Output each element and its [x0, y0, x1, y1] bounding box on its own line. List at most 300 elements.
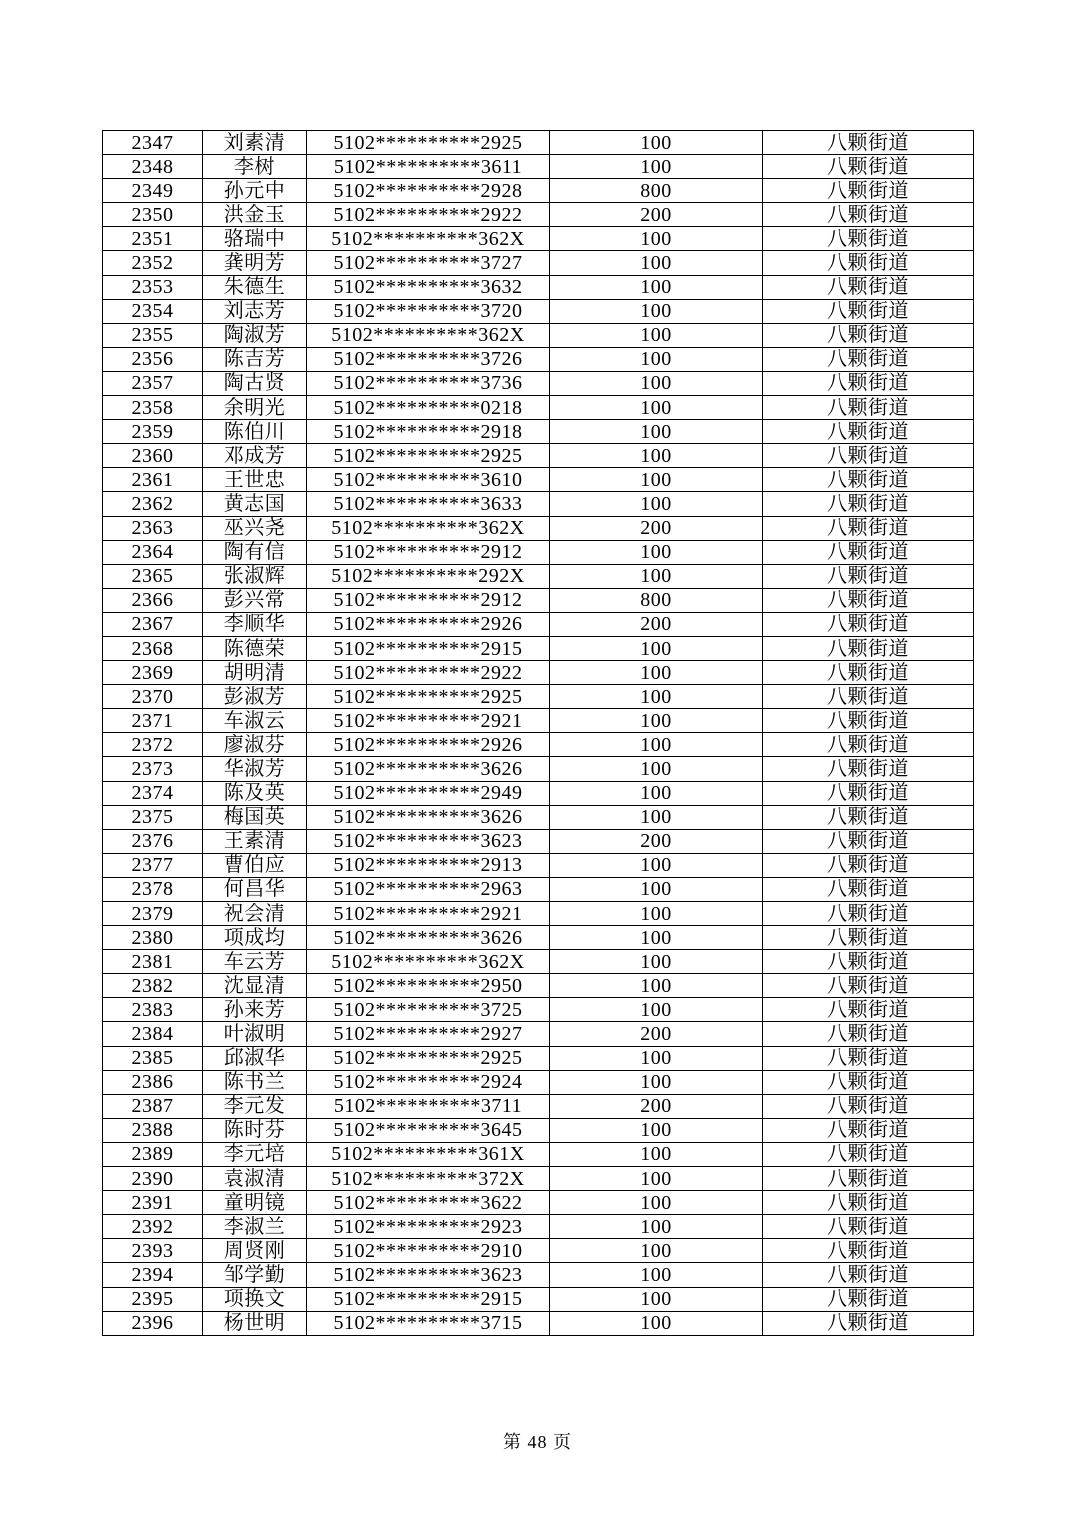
cell-name: 童明镜 [203, 1191, 307, 1215]
cell-amount: 100 [550, 757, 763, 781]
cell-district: 八颗街道 [763, 588, 974, 612]
table-row [103, 1118, 974, 1142]
cell-id-number: 5102**********2949 [307, 781, 550, 805]
cell-id-number: 5102**********3623 [307, 829, 550, 853]
cell-name: 孙元中 [203, 179, 307, 203]
cell-amount: 100 [550, 1191, 763, 1215]
cell-index: 2384 [103, 1022, 203, 1046]
cell-name: 陈伯川 [203, 420, 307, 444]
cell-name: 祝会清 [203, 902, 307, 926]
cell-district: 八颗街道 [763, 1239, 974, 1263]
cell-id-number: 5102**********3720 [307, 299, 550, 323]
cell-name: 车淑云 [203, 709, 307, 733]
cell-amount: 100 [550, 1263, 763, 1287]
cell-district: 八颗街道 [763, 1118, 974, 1142]
cell-amount: 200 [550, 612, 763, 636]
table-row [103, 661, 974, 685]
cell-name: 余明光 [203, 396, 307, 420]
cell-id-number: 5102**********2928 [307, 179, 550, 203]
cell-district: 八颗街道 [763, 1167, 974, 1191]
table-row [103, 227, 974, 251]
cell-index: 2374 [103, 781, 203, 805]
cell-index: 2359 [103, 420, 203, 444]
cell-name: 洪金玉 [203, 203, 307, 227]
table-row [103, 275, 974, 299]
cell-district: 八颗街道 [763, 757, 974, 781]
cell-name: 骆瑞中 [203, 227, 307, 251]
cell-amount: 100 [550, 299, 763, 323]
cell-district: 八颗街道 [763, 853, 974, 877]
cell-id-number: 5102**********2918 [307, 420, 550, 444]
table-row [103, 1167, 974, 1191]
cell-index: 2393 [103, 1239, 203, 1263]
table-row [103, 805, 974, 829]
cell-name: 刘志芳 [203, 299, 307, 323]
cell-index: 2364 [103, 540, 203, 564]
table-row [103, 203, 974, 227]
cell-id-number: 5102**********2923 [307, 1215, 550, 1239]
cell-index: 2367 [103, 612, 203, 636]
cell-amount: 100 [550, 275, 763, 299]
cell-index: 2376 [103, 829, 203, 853]
cell-name: 何昌华 [203, 877, 307, 901]
cell-name: 车云芳 [203, 950, 307, 974]
cell-id-number: 5102**********3727 [307, 251, 550, 275]
table-row [103, 709, 974, 733]
table-row [103, 1239, 974, 1263]
cell-id-number: 5102**********2926 [307, 612, 550, 636]
cell-id-number: 5102**********3623 [307, 1263, 550, 1287]
cell-index: 2347 [103, 131, 203, 155]
cell-index: 2365 [103, 564, 203, 588]
cell-index: 2375 [103, 805, 203, 829]
table-row [103, 155, 974, 179]
table-row [103, 902, 974, 926]
cell-amount: 100 [550, 564, 763, 588]
cell-amount: 200 [550, 1094, 763, 1118]
table-row [103, 853, 974, 877]
table-row [103, 950, 974, 974]
cell-id-number: 5102**********3622 [307, 1191, 550, 1215]
cell-amount: 100 [550, 468, 763, 492]
cell-district: 八颗街道 [763, 950, 974, 974]
cell-name: 邓成芳 [203, 444, 307, 468]
table-row [103, 1094, 974, 1118]
cell-id-number: 5102**********292X [307, 564, 550, 588]
cell-id-number: 5102**********2910 [307, 1239, 550, 1263]
cell-district: 八颗街道 [763, 1046, 974, 1070]
cell-id-number: 5102**********2922 [307, 203, 550, 227]
cell-index: 2357 [103, 371, 203, 395]
table-row [103, 1046, 974, 1070]
cell-name: 李元发 [203, 1094, 307, 1118]
cell-name: 叶淑明 [203, 1022, 307, 1046]
table-row [103, 829, 974, 853]
cell-name: 陈书兰 [203, 1070, 307, 1094]
table-row [103, 1287, 974, 1311]
table-row [103, 588, 974, 612]
cell-index: 2352 [103, 251, 203, 275]
cell-district: 八颗街道 [763, 1311, 974, 1335]
cell-name: 陶古贤 [203, 371, 307, 395]
table-row [103, 612, 974, 636]
cell-index: 2358 [103, 396, 203, 420]
cell-district: 八颗街道 [763, 902, 974, 926]
table-row [103, 347, 974, 371]
cell-district: 八颗街道 [763, 564, 974, 588]
cell-name: 陶有信 [203, 540, 307, 564]
cell-district: 八颗街道 [763, 829, 974, 853]
cell-index: 2348 [103, 155, 203, 179]
cell-district: 八颗街道 [763, 781, 974, 805]
cell-index: 2366 [103, 588, 203, 612]
cell-amount: 100 [550, 227, 763, 251]
cell-id-number: 5102**********3725 [307, 998, 550, 1022]
cell-district: 八颗街道 [763, 636, 974, 660]
table-row [103, 757, 974, 781]
cell-district: 八颗街道 [763, 251, 974, 275]
cell-name: 张淑辉 [203, 564, 307, 588]
cell-amount: 100 [550, 974, 763, 998]
cell-index: 2392 [103, 1215, 203, 1239]
cell-id-number: 5102**********362X [307, 516, 550, 540]
cell-index: 2388 [103, 1118, 203, 1142]
cell-name: 巫兴尧 [203, 516, 307, 540]
cell-name: 李元培 [203, 1142, 307, 1166]
cell-index: 2394 [103, 1263, 203, 1287]
cell-id-number: 5102**********2915 [307, 636, 550, 660]
cell-amount: 100 [550, 636, 763, 660]
cell-id-number: 5102**********3715 [307, 1311, 550, 1335]
cell-amount: 100 [550, 1239, 763, 1263]
cell-index: 2353 [103, 275, 203, 299]
cell-name: 孙来芳 [203, 998, 307, 1022]
cell-amount: 100 [550, 902, 763, 926]
cell-name: 陶淑芳 [203, 323, 307, 347]
cell-id-number: 5102**********2927 [307, 1022, 550, 1046]
cell-amount: 800 [550, 588, 763, 612]
cell-id-number: 5102**********3610 [307, 468, 550, 492]
cell-district: 八颗街道 [763, 347, 974, 371]
cell-amount: 100 [550, 781, 763, 805]
cell-index: 2362 [103, 492, 203, 516]
cell-amount: 100 [550, 877, 763, 901]
table-row [103, 1142, 974, 1166]
cell-id-number: 5102**********3632 [307, 275, 550, 299]
cell-district: 八颗街道 [763, 877, 974, 901]
cell-district: 八颗街道 [763, 131, 974, 155]
cell-name: 彭兴常 [203, 588, 307, 612]
cell-name: 陈时芬 [203, 1118, 307, 1142]
cell-district: 八颗街道 [763, 516, 974, 540]
cell-index: 2368 [103, 636, 203, 660]
cell-district: 八颗街道 [763, 1070, 974, 1094]
cell-index: 2381 [103, 950, 203, 974]
cell-district: 八颗街道 [763, 974, 974, 998]
table-row [103, 998, 974, 1022]
cell-id-number: 5102**********372X [307, 1167, 550, 1191]
cell-index: 2390 [103, 1167, 203, 1191]
cell-amount: 100 [550, 1070, 763, 1094]
table-row [103, 251, 974, 275]
cell-amount: 200 [550, 1022, 763, 1046]
cell-amount: 100 [550, 853, 763, 877]
cell-index: 2395 [103, 1287, 203, 1311]
cell-district: 八颗街道 [763, 612, 974, 636]
table-row [103, 396, 974, 420]
table-row [103, 323, 974, 347]
cell-name: 黄志国 [203, 492, 307, 516]
cell-name: 项成均 [203, 926, 307, 950]
page-number: 第 48 页 [503, 1432, 572, 1452]
cell-name: 邹学勤 [203, 1263, 307, 1287]
cell-amount: 100 [550, 420, 763, 444]
cell-amount: 100 [550, 492, 763, 516]
cell-id-number: 5102**********2924 [307, 1070, 550, 1094]
table-row [103, 516, 974, 540]
cell-index: 2379 [103, 902, 203, 926]
cell-id-number: 5102**********2925 [307, 1046, 550, 1070]
cell-district: 八颗街道 [763, 685, 974, 709]
cell-amount: 100 [550, 661, 763, 685]
cell-district: 八颗街道 [763, 926, 974, 950]
cell-amount: 100 [550, 371, 763, 395]
cell-id-number: 5102**********3736 [307, 371, 550, 395]
cell-amount: 100 [550, 950, 763, 974]
table-row [103, 1263, 974, 1287]
cell-name: 陈德荣 [203, 636, 307, 660]
cell-district: 八颗街道 [763, 299, 974, 323]
cell-id-number: 5102**********3645 [307, 1118, 550, 1142]
cell-id-number: 5102**********3626 [307, 926, 550, 950]
cell-amount: 200 [550, 829, 763, 853]
cell-id-number: 5102**********2913 [307, 853, 550, 877]
cell-district: 八颗街道 [763, 1191, 974, 1215]
cell-name: 龚明芳 [203, 251, 307, 275]
cell-district: 八颗街道 [763, 709, 974, 733]
cell-id-number: 5102**********0218 [307, 396, 550, 420]
cell-name: 朱德生 [203, 275, 307, 299]
cell-name: 李顺华 [203, 612, 307, 636]
cell-district: 八颗街道 [763, 661, 974, 685]
cell-index: 2370 [103, 685, 203, 709]
cell-district: 八颗街道 [763, 468, 974, 492]
table-row [103, 371, 974, 395]
cell-index: 2387 [103, 1094, 203, 1118]
cell-index: 2361 [103, 468, 203, 492]
table-row [103, 564, 974, 588]
table-row [103, 1191, 974, 1215]
table-row [103, 492, 974, 516]
cell-id-number: 5102**********3626 [307, 757, 550, 781]
cell-index: 2360 [103, 444, 203, 468]
cell-district: 八颗街道 [763, 155, 974, 179]
cell-id-number: 5102**********3633 [307, 492, 550, 516]
cell-name: 王素清 [203, 829, 307, 853]
cell-name: 王世忠 [203, 468, 307, 492]
cell-name: 沈显清 [203, 974, 307, 998]
cell-amount: 100 [550, 1046, 763, 1070]
cell-district: 八颗街道 [763, 444, 974, 468]
table-row [103, 877, 974, 901]
cell-amount: 100 [550, 1311, 763, 1335]
cell-district: 八颗街道 [763, 998, 974, 1022]
cell-id-number: 5102**********2925 [307, 444, 550, 468]
cell-district: 八颗街道 [763, 1142, 974, 1166]
cell-index: 2377 [103, 853, 203, 877]
cell-amount: 200 [550, 516, 763, 540]
cell-amount: 200 [550, 203, 763, 227]
cell-name: 李树 [203, 155, 307, 179]
table-row [103, 926, 974, 950]
cell-index: 2378 [103, 877, 203, 901]
table-row [103, 636, 974, 660]
cell-name: 陈及英 [203, 781, 307, 805]
table-row [103, 468, 974, 492]
cell-amount: 100 [550, 396, 763, 420]
cell-district: 八颗街道 [763, 420, 974, 444]
table-row [103, 781, 974, 805]
cell-index: 2380 [103, 926, 203, 950]
cell-index: 2371 [103, 709, 203, 733]
cell-index: 2363 [103, 516, 203, 540]
cell-amount: 800 [550, 179, 763, 203]
cell-amount: 100 [550, 805, 763, 829]
cell-index: 2351 [103, 227, 203, 251]
cell-amount: 100 [550, 926, 763, 950]
cell-name: 杨世明 [203, 1311, 307, 1335]
cell-index: 2369 [103, 661, 203, 685]
cell-index: 2356 [103, 347, 203, 371]
cell-name: 彭淑芳 [203, 685, 307, 709]
cell-amount: 100 [550, 1142, 763, 1166]
cell-id-number: 5102**********2950 [307, 974, 550, 998]
cell-amount: 100 [550, 998, 763, 1022]
cell-index: 2372 [103, 733, 203, 757]
cell-index: 2349 [103, 179, 203, 203]
table-row [103, 420, 974, 444]
cell-district: 八颗街道 [763, 371, 974, 395]
cell-amount: 100 [550, 1287, 763, 1311]
table-row [103, 540, 974, 564]
cell-id-number: 5102**********362X [307, 950, 550, 974]
table-row [103, 1022, 974, 1046]
cell-name: 李淑兰 [203, 1215, 307, 1239]
cell-index: 2373 [103, 757, 203, 781]
cell-id-number: 5102**********362X [307, 227, 550, 251]
cell-id-number: 5102**********361X [307, 1142, 550, 1166]
table-row [103, 1070, 974, 1094]
cell-id-number: 5102**********2912 [307, 540, 550, 564]
cell-id-number: 5102**********2921 [307, 709, 550, 733]
cell-id-number: 5102**********362X [307, 323, 550, 347]
cell-district: 八颗街道 [763, 203, 974, 227]
cell-id-number: 5102**********2922 [307, 661, 550, 685]
cell-index: 2386 [103, 1070, 203, 1094]
cell-id-number: 5102**********2925 [307, 685, 550, 709]
cell-name: 华淑芳 [203, 757, 307, 781]
cell-amount: 100 [550, 540, 763, 564]
cell-name: 刘素清 [203, 131, 307, 155]
cell-name: 胡明清 [203, 661, 307, 685]
table-row [103, 131, 974, 155]
cell-amount: 100 [550, 733, 763, 757]
table-row [103, 179, 974, 203]
cell-amount: 100 [550, 709, 763, 733]
cell-index: 2385 [103, 1046, 203, 1070]
cell-amount: 100 [550, 323, 763, 347]
cell-id-number: 5102**********2912 [307, 588, 550, 612]
cell-district: 八颗街道 [763, 1094, 974, 1118]
cell-district: 八颗街道 [763, 227, 974, 251]
cell-id-number: 5102**********3626 [307, 805, 550, 829]
subsidy-roster-table [102, 130, 974, 1336]
cell-name: 梅国英 [203, 805, 307, 829]
cell-name: 项换文 [203, 1287, 307, 1311]
cell-amount: 100 [550, 1215, 763, 1239]
table-row [103, 299, 974, 323]
cell-amount: 100 [550, 347, 763, 371]
cell-index: 2391 [103, 1191, 203, 1215]
table-body [103, 131, 974, 1336]
cell-district: 八颗街道 [763, 323, 974, 347]
cell-index: 2389 [103, 1142, 203, 1166]
cell-index: 2350 [103, 203, 203, 227]
cell-index: 2383 [103, 998, 203, 1022]
cell-id-number: 5102**********2915 [307, 1287, 550, 1311]
cell-name: 曹伯应 [203, 853, 307, 877]
table-row [103, 1215, 974, 1239]
cell-amount: 100 [550, 1118, 763, 1142]
cell-amount: 100 [550, 155, 763, 179]
table-row [103, 1311, 974, 1335]
cell-index: 2396 [103, 1311, 203, 1335]
cell-district: 八颗街道 [763, 733, 974, 757]
cell-district: 八颗街道 [763, 1022, 974, 1046]
cell-id-number: 5102**********2926 [307, 733, 550, 757]
cell-amount: 100 [550, 685, 763, 709]
table-row [103, 685, 974, 709]
cell-id-number: 5102**********2921 [307, 902, 550, 926]
cell-index: 2355 [103, 323, 203, 347]
cell-district: 八颗街道 [763, 805, 974, 829]
cell-name: 廖淑芬 [203, 733, 307, 757]
cell-district: 八颗街道 [763, 396, 974, 420]
table-row [103, 444, 974, 468]
cell-id-number: 5102**********3726 [307, 347, 550, 371]
cell-district: 八颗街道 [763, 275, 974, 299]
cell-name: 周贤刚 [203, 1239, 307, 1263]
cell-amount: 100 [550, 444, 763, 468]
cell-id-number: 5102**********3611 [307, 155, 550, 179]
cell-index: 2382 [103, 974, 203, 998]
cell-amount: 100 [550, 1167, 763, 1191]
cell-district: 八颗街道 [763, 492, 974, 516]
cell-id-number: 5102**********2925 [307, 131, 550, 155]
cell-name: 邱淑华 [203, 1046, 307, 1070]
cell-district: 八颗街道 [763, 179, 974, 203]
table-row [103, 974, 974, 998]
cell-name: 袁淑清 [203, 1167, 307, 1191]
cell-district: 八颗街道 [763, 540, 974, 564]
cell-name: 陈吉芳 [203, 347, 307, 371]
cell-id-number: 5102**********3711 [307, 1094, 550, 1118]
cell-amount: 100 [550, 251, 763, 275]
cell-district: 八颗街道 [763, 1263, 974, 1287]
cell-amount: 100 [550, 131, 763, 155]
cell-index: 2354 [103, 299, 203, 323]
cell-district: 八颗街道 [763, 1215, 974, 1239]
